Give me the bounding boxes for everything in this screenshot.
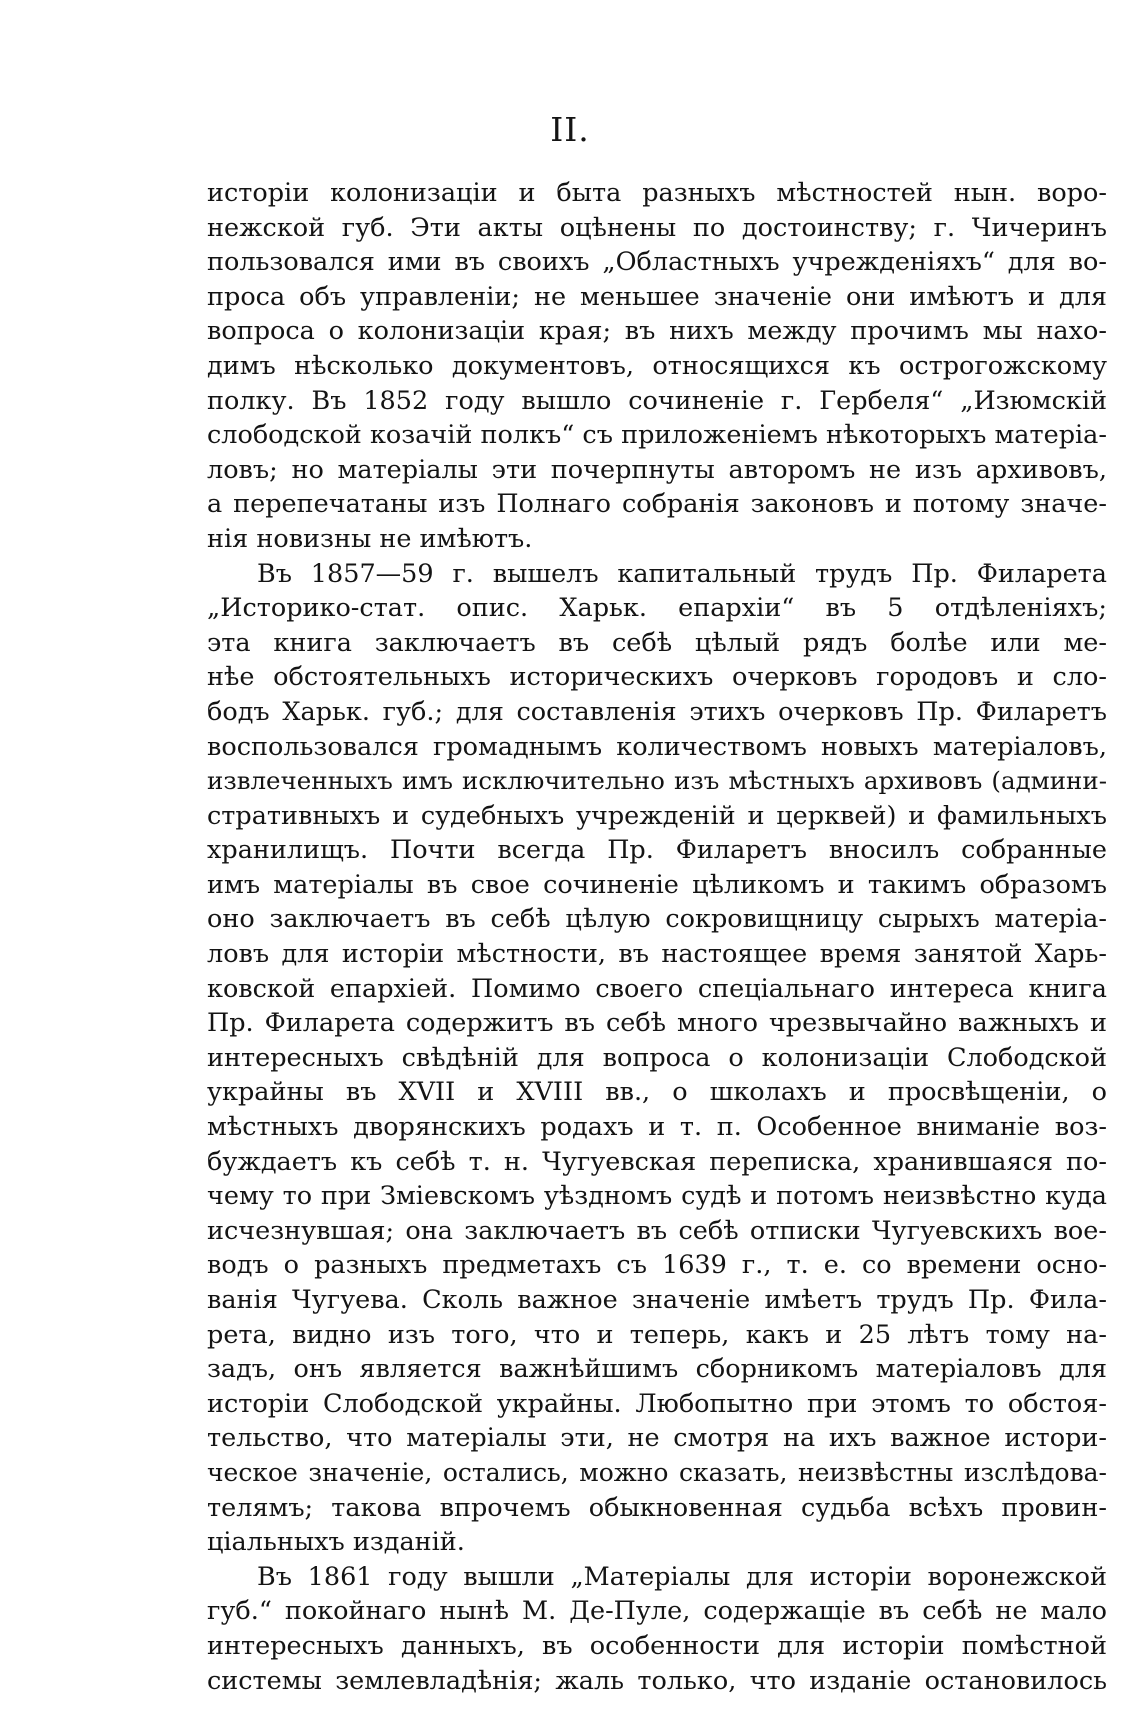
text-line: системы землевладѣнія; жаль только, что изданіе остановилось	[207, 1665, 1107, 1696]
text-line: исчезнувшая; она заключаетъ въ себѣ отписки Чугуевскихъ вое-	[207, 1215, 1107, 1246]
text-line: интересныхъ данныхъ, въ особенности для исторіи помѣстной	[207, 1630, 1107, 1661]
text-line: стративныхъ и судебныхъ учрежденій и церквей) и фамильныхъ	[207, 800, 1107, 831]
text-line: пользовался ими въ своихъ „Областныхъ учрежденіяхъ“ для во-	[207, 247, 1107, 278]
text-line: хранилищъ. Почти всегда Пр. Филаретъ вносилъ собранные	[207, 835, 1107, 866]
text-line: нежской губ. Эти акты оцѣнены по достоинству; г. Чичеринъ	[207, 212, 1107, 243]
text-line: интересныхъ свѣдѣній для вопроса о колонизаціи Слободской	[207, 1042, 1107, 1073]
text-line: бодъ Харьк. губ.; для составленія этихъ очерковъ Пр. Филаретъ	[207, 696, 1107, 727]
text-line: Въ 1861 году вышли „Матеріалы для исторіи воронежской	[257, 1561, 1107, 1592]
text-line: ціальныхъ изданій.	[207, 1527, 465, 1558]
text-line: мѣстныхъ дворянскихъ родахъ и т. п. Особенное вниманіе воз-	[207, 1112, 1107, 1143]
text-line: губ.“ покойнаго нынѣ М. Де-Пуле, содержащіе въ себѣ не мало	[207, 1596, 1107, 1627]
text-line: ловъ; но матеріалы эти почерпнуты авторомъ не изъ архивовъ,	[207, 454, 1107, 485]
text-line: извлеченныхъ имъ исключительно изъ мѣстныхъ архивовъ (админи-	[207, 766, 1107, 796]
text-line: вопроса о колонизаціи края; въ нихъ между прочимъ мы нахо-	[207, 316, 1107, 347]
paragraph	[207, 1560, 1107, 1698]
text-line: имъ матеріалы въ свое сочиненіе цѣликомъ и такимъ образомъ	[207, 869, 1107, 900]
text-line: чему то при Зміевскомъ уѣздномъ судѣ и потомъ неизвѣстно куда	[207, 1181, 1107, 1212]
text-line: Въ 1857—59 г. вышелъ капитальный трудъ Пр. Филарета	[257, 558, 1107, 589]
text-line: нѣе обстоятельныхъ историческихъ очерковъ городовъ и сло-	[207, 662, 1107, 693]
text-line: нія новизны не имѣютъ.	[207, 523, 533, 554]
text-line: водъ о разныхъ предметахъ съ 1639 г., т. е. со времени осно-	[207, 1250, 1107, 1281]
text-line: украйны въ XVII и XVIII вв., о школахъ и просвѣщеніи, о	[207, 1077, 1107, 1108]
text-line: задъ, онъ является важнѣйшимъ сборникомъ матеріаловъ для	[207, 1354, 1107, 1385]
text-line: а перепечатаны изъ Полнаго собранія законовъ и потому значе-	[207, 489, 1107, 520]
text-line: буждаетъ къ себѣ т. н. Чугуевская переписка, хранившаяся по-	[207, 1146, 1107, 1177]
text-line: ванія Чугуева. Сколь важное значеніе имѣетъ трудъ Пр. Фила-	[207, 1285, 1107, 1315]
text-line: ческое значеніе, остались, можно сказать, неизвѣстны изслѣдова-	[207, 1457, 1107, 1487]
text-line: полку. Въ 1852 году вышло сочиненіе г. Гербеля“ „Изюмскій	[207, 385, 1107, 416]
text-line: оно заключаетъ въ себѣ цѣлую сокровищницу сырыхъ матеріа-	[207, 904, 1107, 935]
text-line: рета, видно изъ того, что и теперь, какъ и 25 лѣтъ тому на-	[207, 1319, 1107, 1350]
text-line: ковской епархіей. Помимо своего спеціальнаго интереса книга	[207, 973, 1107, 1004]
text-line: тельство, что матеріалы эти, не смотря на ихъ важное истори-	[207, 1423, 1107, 1454]
body-text	[207, 176, 1107, 1698]
text-line: ловъ для исторіи мѣстности, въ настоящее время занятой Харь-	[207, 939, 1107, 970]
text-line: воспользовался громаднымъ количествомъ новыхъ матеріаловъ,	[207, 731, 1107, 762]
text-line: проса объ управленіи; не меньшее значеніе они имѣютъ и для	[207, 281, 1107, 312]
paragraph	[207, 557, 1107, 1560]
text-line: „Историко-стат. опис. Харьк. епархіи“ въ 5 отдѣленіяхъ;	[207, 593, 1107, 624]
paragraph	[207, 176, 1107, 557]
text-line: эта книга заключаетъ въ себѣ цѣлый рядъ болѣе или ме-	[207, 627, 1107, 658]
page-number: II.	[550, 110, 590, 149]
text-line: телямъ; такова впрочемъ обыкновенная судьба всѣхъ провин-	[207, 1492, 1107, 1523]
text-line: слободской козачій полкъ“ съ приложеніемъ нѣкоторыхъ матеріа-	[207, 420, 1107, 451]
text-line: исторіи Слободской украйны. Любопытно при этомъ то обстоя-	[207, 1388, 1107, 1419]
text-line: исторіи колонизаціи и быта разныхъ мѣстностей нын. воро-	[207, 178, 1107, 208]
text-line: димъ нѣсколько документовъ, относящихся къ острогожскому	[207, 350, 1107, 381]
text-line: Пр. Филарета содержитъ въ себѣ много чрезвычайно важныхъ и	[207, 1008, 1107, 1039]
